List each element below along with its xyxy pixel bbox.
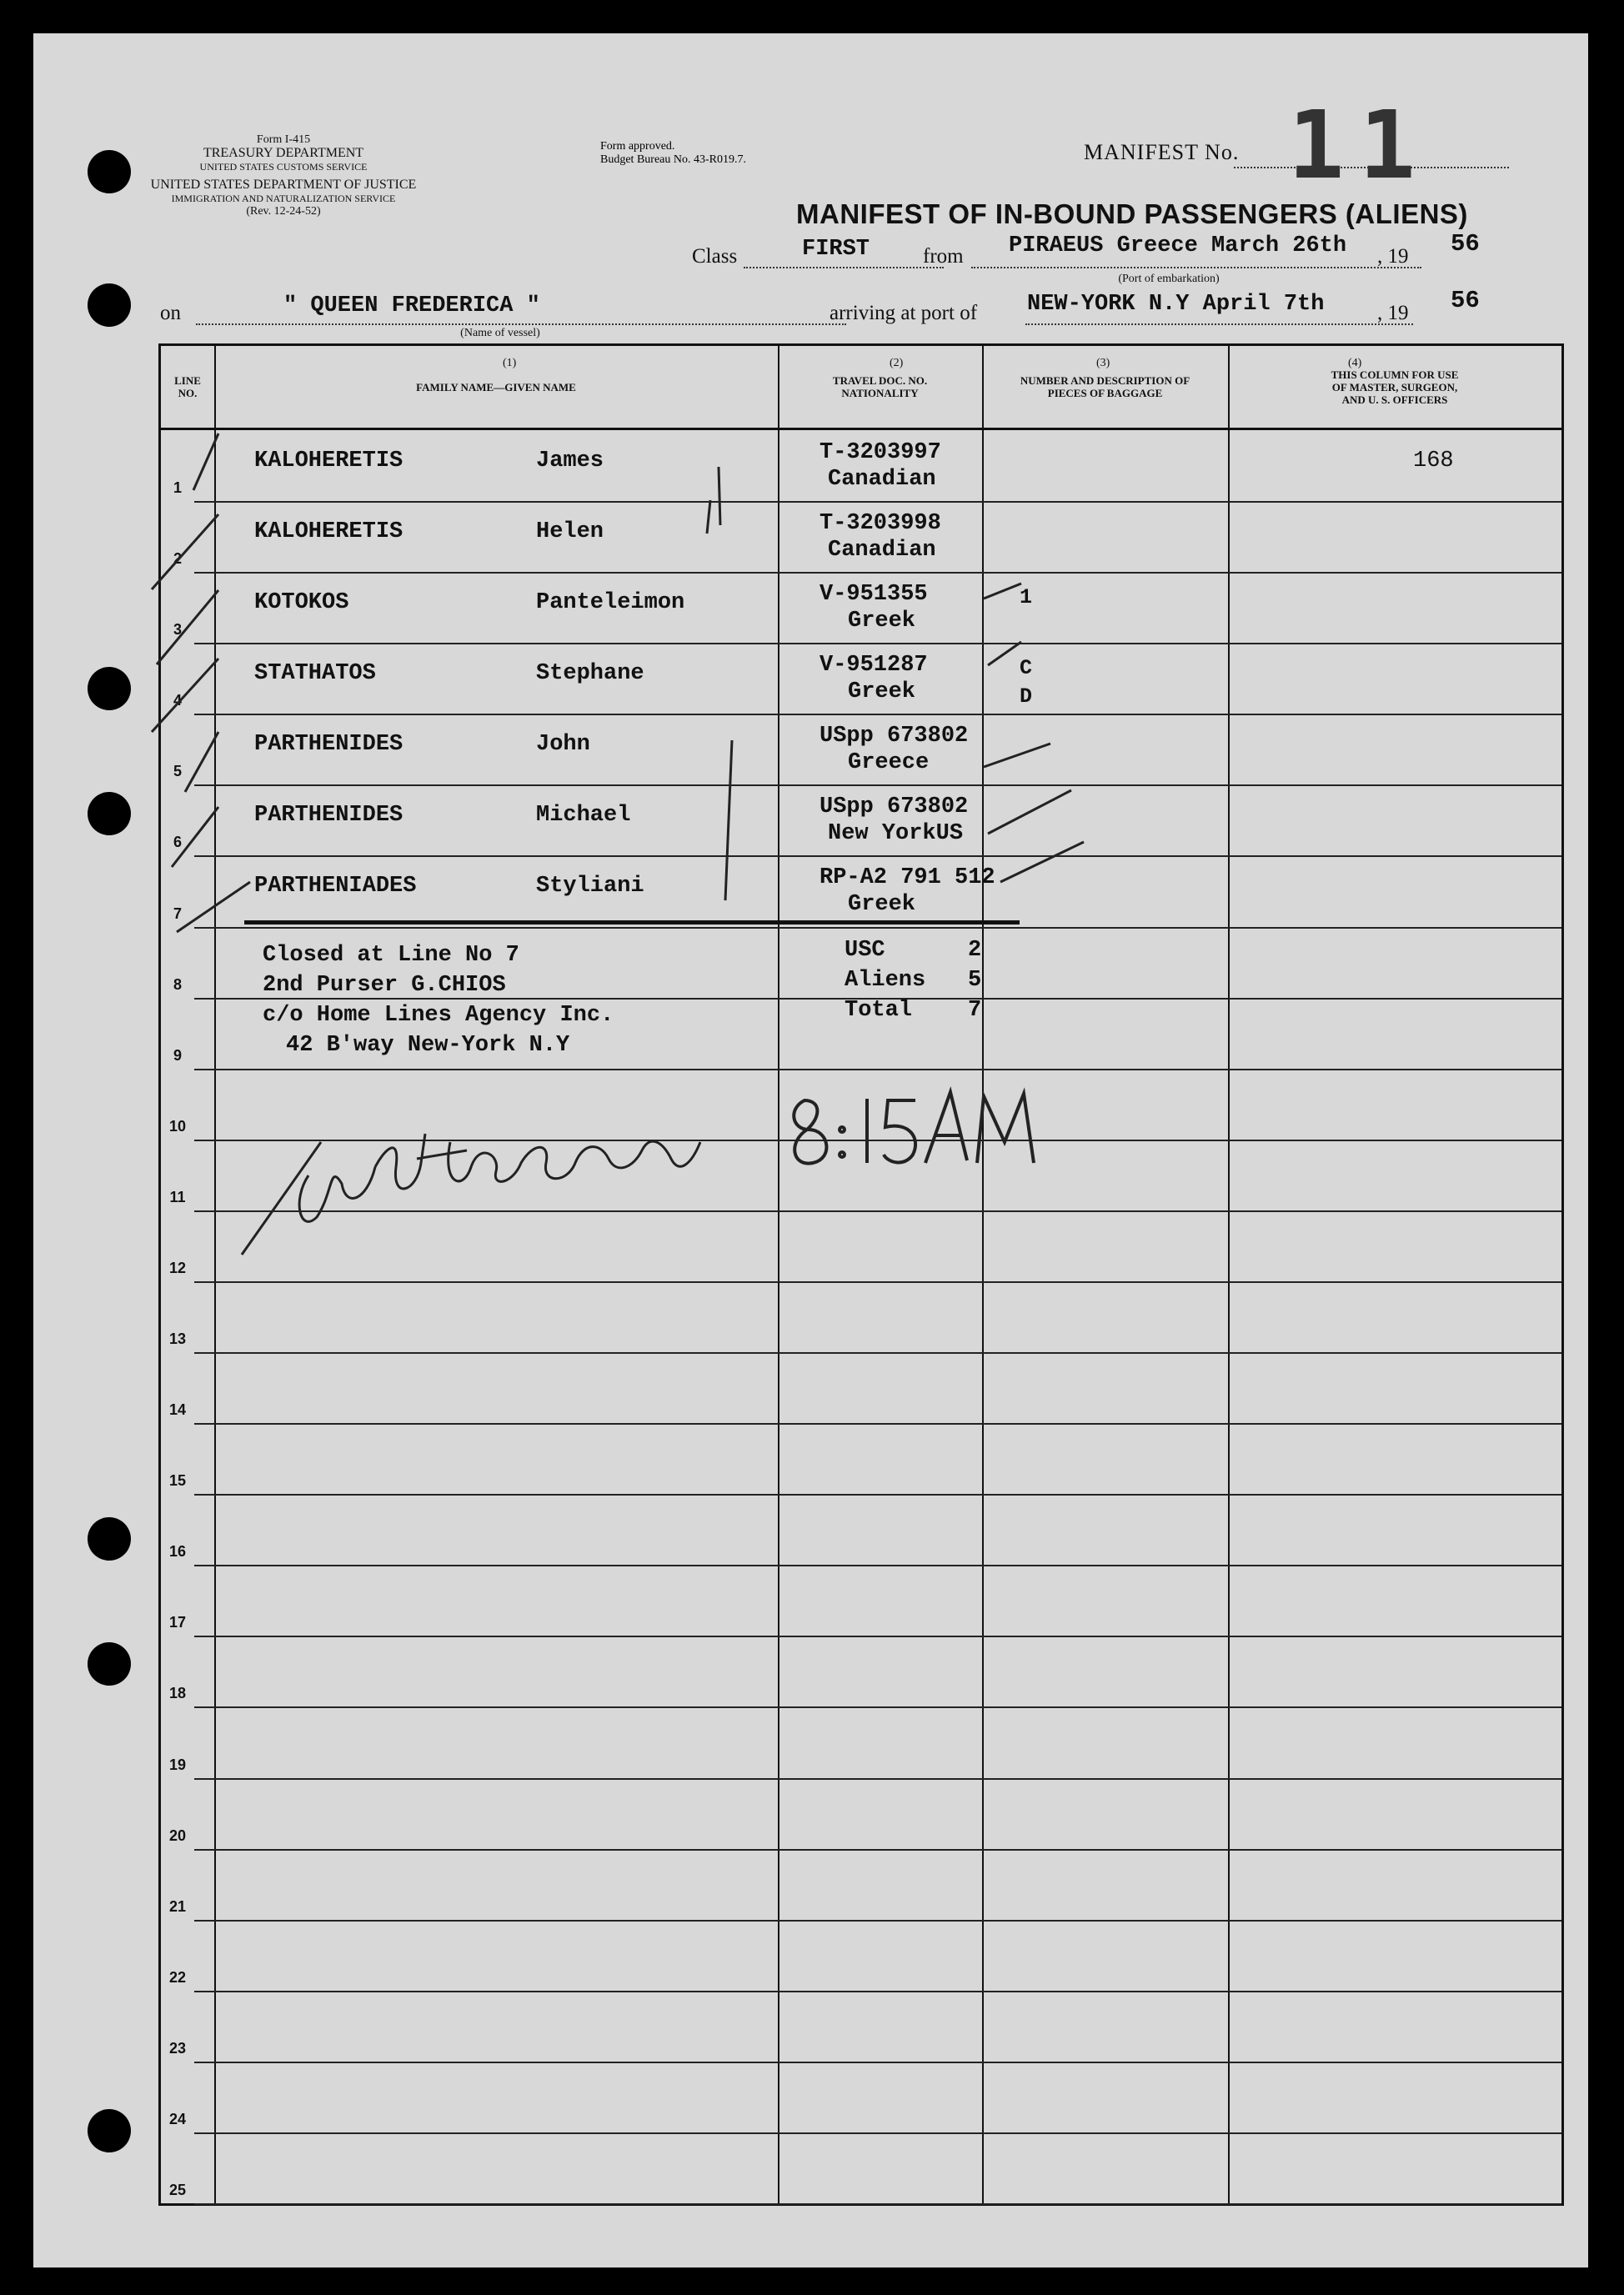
form-revision: (Rev. 12-24-52) [246, 205, 321, 218]
column-number: (3) [1096, 357, 1110, 369]
vessel-caption: (Name of vessel) [460, 327, 540, 339]
total-count: 7 [968, 998, 982, 1023]
line-number: 4 [173, 692, 182, 709]
given-name: Panteleimon [536, 590, 685, 616]
on-label: on [160, 302, 181, 324]
line-number: 23 [168, 2039, 187, 2057]
family-name: KOTOKOS [254, 590, 349, 616]
page-title: MANIFEST OF IN-BOUND PASSENGERS (ALIENS) [796, 198, 1468, 229]
aliens-label: Aliens [845, 968, 926, 993]
check-marks [152, 433, 1084, 932]
travel-doc-number: V-951287 [820, 653, 928, 679]
time-handwritten-mark [794, 1092, 1034, 1164]
line-number: 6 [173, 834, 182, 851]
closing-line: Closed at Line No 7 [263, 943, 519, 968]
signature [242, 1134, 700, 1255]
line-number: 9 [173, 1046, 182, 1064]
embarkation-year: 56 [1451, 230, 1480, 258]
column-number: (1) [503, 357, 517, 369]
family-name: KALOHERETIS [254, 448, 403, 474]
given-name: Styliani [536, 874, 644, 899]
form-number: Form I-415 [256, 133, 311, 146]
given-name: Stephane [536, 661, 644, 687]
arriving-label: arriving at port of [830, 302, 978, 324]
aliens-count: 5 [968, 968, 982, 993]
line-number: 10 [168, 1117, 187, 1135]
year-prefix: , 19 [1377, 302, 1409, 324]
year-prefix: , 19 [1377, 245, 1409, 268]
approved-text: Form approved. [600, 140, 675, 153]
line-number: 19 [168, 1756, 187, 1773]
given-name: Michael [536, 803, 631, 829]
ins: IMMIGRATION AND NATURALIZATION SERVICE [171, 193, 396, 204]
line-number: 12 [168, 1259, 187, 1276]
usc-label: USC [845, 938, 885, 963]
travel-doc-number: T-3203998 [820, 511, 941, 537]
line-number: 24 [168, 2110, 187, 2127]
given-name: James [536, 448, 604, 474]
header-baggage: NUMBER AND DESCRIPTION OF PIECES OF BAGGAGE [1020, 374, 1190, 399]
department: TREASURY DEPARTMENT [203, 146, 364, 160]
header-travel-doc: TRAVEL DOC. NO. NATIONALITY [832, 374, 928, 399]
service: UNITED STATES CUSTOMS SERVICE [199, 161, 368, 173]
nationality: Canadian [828, 538, 936, 564]
line-number: 2 [173, 550, 182, 568]
usc-count: 2 [968, 938, 982, 963]
header-officers: THIS COLUMN FOR USE OF MASTER, SURGEON, AND U. S. OFFICERS [1331, 368, 1459, 406]
line-number: 22 [168, 1968, 187, 1986]
given-name: John [536, 732, 590, 758]
purser-line: 2nd Purser G.CHIOS [263, 973, 506, 998]
family-name: STATHATOS [254, 661, 376, 687]
travel-doc-number: V-951355 [820, 582, 928, 608]
manifest-number: 11 [1288, 92, 1431, 200]
header-name: FAMILY NAME—GIVEN NAME [416, 380, 576, 393]
line-number: 11 [169, 1188, 186, 1205]
nationality: Canadian [828, 467, 936, 492]
line-number: 1 [173, 479, 182, 497]
family-name: PARTHENIDES [254, 732, 403, 758]
line-number: 5 [173, 763, 182, 780]
nationality: New YorkUS [828, 821, 964, 847]
vessel-name: " QUEEN FREDERICA " [283, 293, 540, 318]
agency-line: c/o Home Lines Agency Inc. [263, 1003, 614, 1028]
line-number: 17 [168, 1614, 187, 1631]
class-value: FIRST [802, 237, 870, 262]
travel-doc-number: USpp 673802 [820, 724, 969, 749]
baggage: 1 [1020, 585, 1033, 610]
travel-doc-number: T-3203997 [820, 440, 941, 465]
nationality: Greek [848, 609, 916, 634]
column-number: (4) [1348, 357, 1362, 369]
line-number: 25 [168, 2182, 187, 2198]
family-name: PARTHENIDES [254, 803, 403, 829]
family-name: KALOHERETIS [254, 519, 403, 545]
line-number: 20 [168, 1826, 187, 1844]
class-label: Class [692, 245, 738, 268]
travel-doc-number: RP-A2 791 512 [820, 865, 995, 891]
column-number: (2) [890, 357, 904, 369]
travel-doc-number: USpp 673802 [820, 794, 969, 820]
arrival-year: 56 [1451, 287, 1480, 314]
arrival-value: NEW-YORK N.Y April 7th [1027, 292, 1325, 317]
line-number: 16 [168, 1543, 187, 1561]
budget-bureau: Budget Bureau No. 43-R019.7. [600, 153, 746, 166]
family-name: PARTHENIADES [254, 874, 417, 899]
line-number: 3 [173, 621, 182, 639]
baggage: C D [1020, 656, 1033, 709]
from-label: from [923, 245, 964, 268]
justice-department: UNITED STATES DEPARTMENT OF JUSTICE [150, 178, 417, 192]
line-number: 13 [168, 1330, 187, 1348]
manifest-no-label: MANIFEST No. [1084, 140, 1240, 164]
embarkation-caption: (Port of embarkation) [1118, 273, 1220, 285]
line-number: 7 [173, 904, 182, 922]
total-label: Total [845, 998, 913, 1023]
embarkation-value: PIRAEUS Greece March 26th [1009, 233, 1347, 258]
header-line-no: LINE NO. [174, 374, 201, 399]
nationality: Greece [848, 750, 930, 776]
officer-note: 168 [1413, 448, 1454, 474]
nationality: Greek [848, 679, 916, 705]
line-number: 14 [168, 1401, 187, 1419]
nationality: Greek [848, 892, 916, 918]
given-name: Helen [536, 519, 604, 545]
line-number: 8 [173, 975, 182, 993]
line-number: 18 [168, 1685, 187, 1702]
address-line: 42 B'way New-York N.Y [286, 1033, 570, 1058]
line-number: 15 [168, 1472, 187, 1490]
line-number: 21 [168, 1897, 187, 1915]
